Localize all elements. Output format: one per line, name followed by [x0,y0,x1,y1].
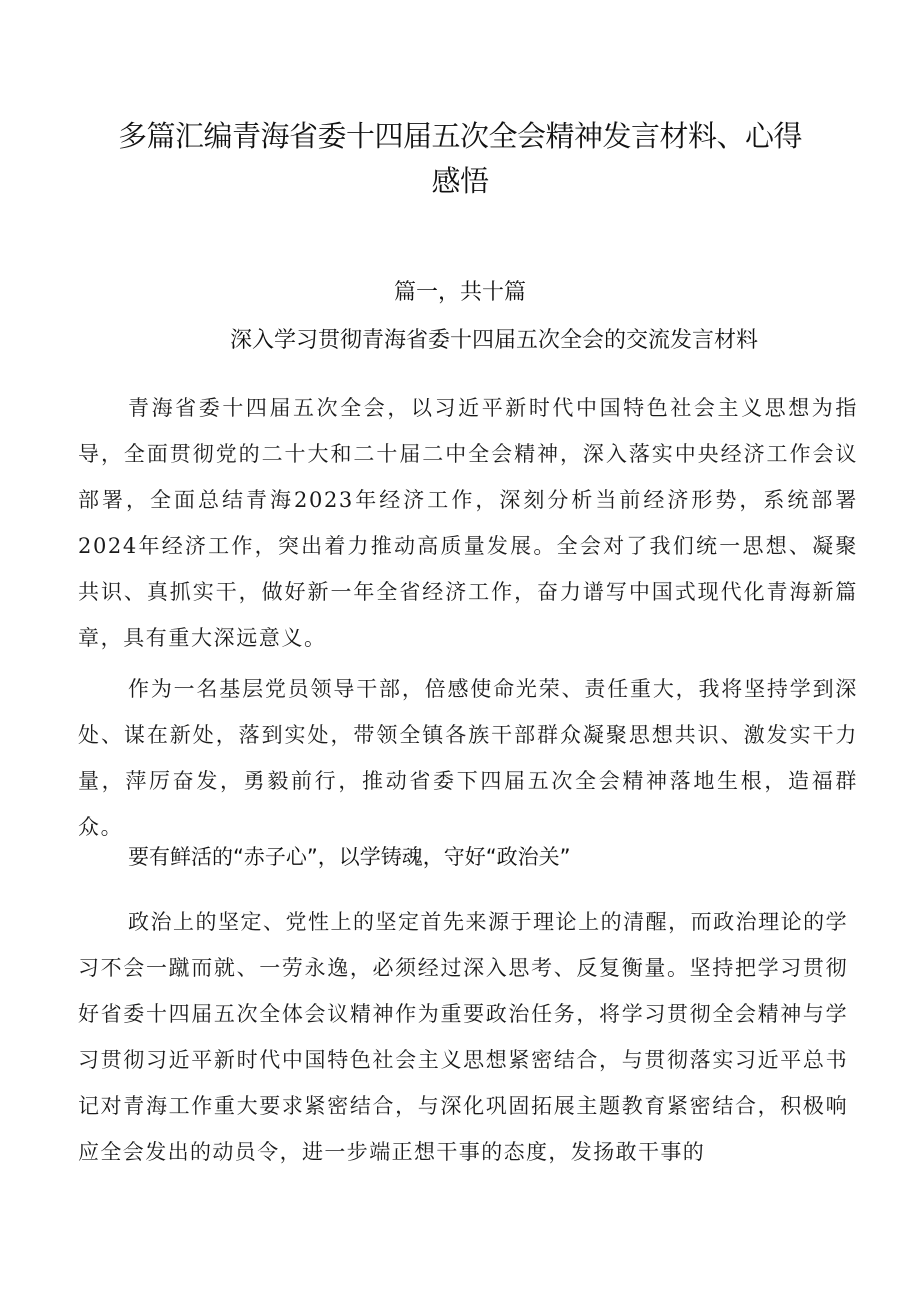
body-paragraph-3: 政治上的坚定、党性上的坚定首先来源于理论上的清醒，而政治理论的学习不会一蹴而就、一劳永逸，必须经过深入思考、反复衡量。坚持把学习贯彻好省委十四届五次全体会议精神作为重要政治任务，将学习贯彻全会精神与学习贯彻习近平新时代中国特色社会主义思想紧密结合，与贯彻落实习近平总书记对青海工作重大要求紧密结合，与深化巩固拓展主题教育紧密结合，积极响应全会发出的动员令，进一步端正想干事的态度，发扬敢干事的 [78,910,848,1164]
document-title: 多篇汇编青海省委十四届五次全会精神发言材料、心得感悟 [117,119,802,198]
body-paragraph-1: 青海省委十四届五次全会，以习近平新时代中国特色社会主义思想为指导，全面贯彻党的二十大和二十届二中全会精神，深入落实中央经济工作会议部署，全面总结青海2023年经济工作，深刻分析当前经济形势，系统部署2024年经济工作，突出着力推动高质量发展。全会对了我们统一思想、凝聚共识、真抓实干，做好新一年全省经济工作，奋力谱写中国式现代化青海新篇章，具有重大深远意义。 [78,396,858,650]
section-heading: 要有鲜活的“赤子心”，以学铸魂，守好“政治关” [128,845,571,869]
section-subtitle: 深入学习贯彻青海省委十四届五次全会的交流发言材料 [230,328,759,353]
section-label: 篇一，共十篇 [393,280,526,305]
body-paragraph-2: 作为一名基层党员领导干部，倍感使命光荣、责任重大，我将坚持学到深处、谋在新处，落到实处，带领全镇各族干部群众凝聚思想共识、激发实干力量，萍厉奋发，勇毅前行，推动省委下四届五次全会精神落地生根，造福群众。 [78,677,858,839]
